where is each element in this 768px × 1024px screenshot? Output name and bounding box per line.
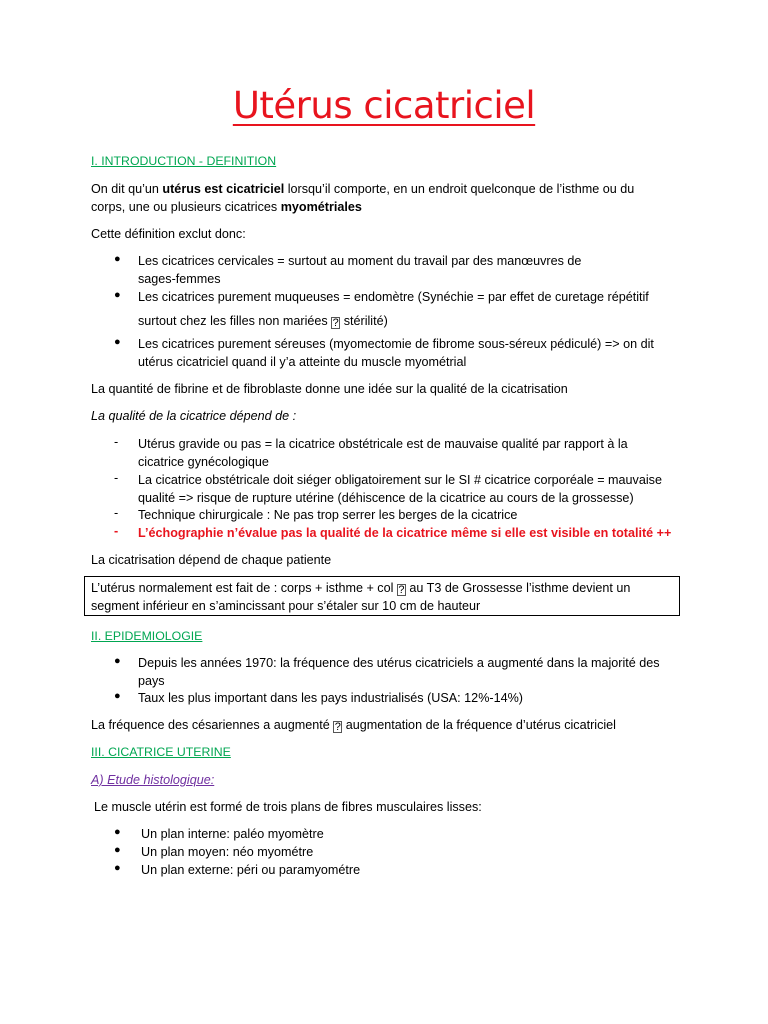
section-heading-uterine-scar: III. CICATRICE UTERINE — [91, 745, 231, 759]
dash-item-obstetric-line-1: La cicatrice obstétricale doit siéger obligatoirement sur le SI # cicatrice corporéale = mauvaise — [138, 473, 662, 487]
bullet-marker: ● — [114, 253, 121, 265]
list-item-internal-plane: Un plan interne: paléo myomètre — [141, 827, 324, 841]
missing-glyph-icon: ? — [332, 317, 339, 329]
list-item-cervical-line-1: Les cicatrices cervicales = surtout au moment du travail par des manœuvres de — [138, 254, 582, 268]
paragraph-exclusion: Cette définition exclut donc: — [91, 227, 246, 241]
dash-item-technique: Technique chirurgicale : Ne pas trop serrer les berges de la cicatrice — [138, 508, 518, 522]
paragraph-healing-patient: La cicatrisation dépend de chaque patiente — [91, 553, 332, 567]
section-heading-epidemiology: II. EPIDEMIOLOGIE — [91, 629, 203, 643]
list-item-middle-plane: Un plan moyen: néo myométre — [141, 845, 314, 859]
bullet-marker: ● — [114, 826, 121, 838]
bullet-marker: ● — [114, 844, 121, 856]
info-box-line-2: segment inférieur en s’amincissant pour s’étaler sur 10 cm de hauteur — [91, 599, 481, 613]
dash-item-obstetric-line-2: qualité => risque de rupture utérine (déhiscence de la cicatrice au cours de la grossesse) — [138, 491, 634, 505]
missing-glyph-icon: ? — [334, 721, 341, 733]
bullet-marker: ● — [114, 336, 121, 348]
dash-marker: - — [114, 524, 119, 538]
list-item-cervical-line-2: sages-femmes — [138, 272, 221, 286]
dash-item-echography: L’échographie n’évalue pas la qualité de la cicatrice même si elle est visible en totalité ++ — [138, 526, 672, 540]
paragraph-quality-depends: La qualité de la cicatrice dépend de : — [91, 409, 297, 423]
dash-marker: - — [114, 506, 119, 520]
bullet-marker: ● — [114, 289, 121, 301]
bullet-marker: ● — [114, 690, 121, 702]
list-item-serous-line-1: Les cicatrices purement séreuses (myomectomie de fibrome sous-séreux pédiculé) => on dit — [138, 337, 654, 351]
dash-item-gravid-line-2: cicatrice gynécologique — [138, 455, 269, 469]
section-heading-introduction: I. INTRODUCTION - DEFINITION — [91, 154, 277, 168]
dash-marker: - — [114, 471, 119, 485]
list-item-external-plane: Un plan externe: péri ou paramyométre — [141, 863, 361, 877]
list-item-industrialized: Taux les plus important dans les pays industrialisés (USA: 12%-14%) — [138, 691, 523, 705]
list-item-mucosal-line-1: Les cicatrices purement muqueuses = endomètre (Synéchie = par effet de curetage répétitif — [138, 290, 649, 304]
list-item-mucosal-line-2: surtout chez les filles non mariées ? stérilité) — [138, 314, 388, 329]
paragraph-muscle-planes: Le muscle utérin est formé de trois plans de fibres musculaires lisses: — [94, 800, 482, 814]
bullet-marker: ● — [114, 862, 121, 874]
list-item-since-1970-line-2: pays — [138, 674, 165, 688]
dash-item-gravid-line-1: Utérus gravide ou pas = la cicatrice obstétricale est de mauvaise qualité par rapport à la — [138, 437, 628, 451]
paragraph-fibrin: La quantité de fibrine et de fibroblaste donne une idée sur la qualité de la cicatrisation — [91, 382, 568, 396]
list-item-serous-line-2: utérus cicatriciel quand il y’a atteinte du muscle myométrial — [138, 355, 467, 369]
info-box — [84, 576, 680, 616]
info-box-line-1: L’utérus normalement est fait de : corps + isthme + col ? au T3 de Grossesse l’isthme devient un — [91, 581, 631, 596]
definition-line-1: On dit qu’un utérus est cicatriciel lorsqu’il comporte, en un endroit quelconque de l’isthme ou du — [91, 182, 635, 196]
paragraph-cesarean: La fréquence des césariennes a augmenté ? augmentation de la fréquence d’utérus cicatriciel — [91, 718, 616, 733]
dash-marker: - — [114, 435, 119, 449]
missing-glyph-icon: ? — [398, 584, 405, 596]
definition-line-2: corps, une ou plusieurs cicatrices myométriales — [91, 200, 362, 214]
subheading-histology: A) Etude histologique: — [91, 773, 215, 787]
document-title: Utérus cicatriciel — [232, 84, 536, 127]
bullet-marker: ● — [114, 655, 121, 667]
list-item-since-1970-line-1: Depuis les années 1970: la fréquence des utérus cicatriciels a augmenté dans la majorité des — [138, 656, 660, 670]
